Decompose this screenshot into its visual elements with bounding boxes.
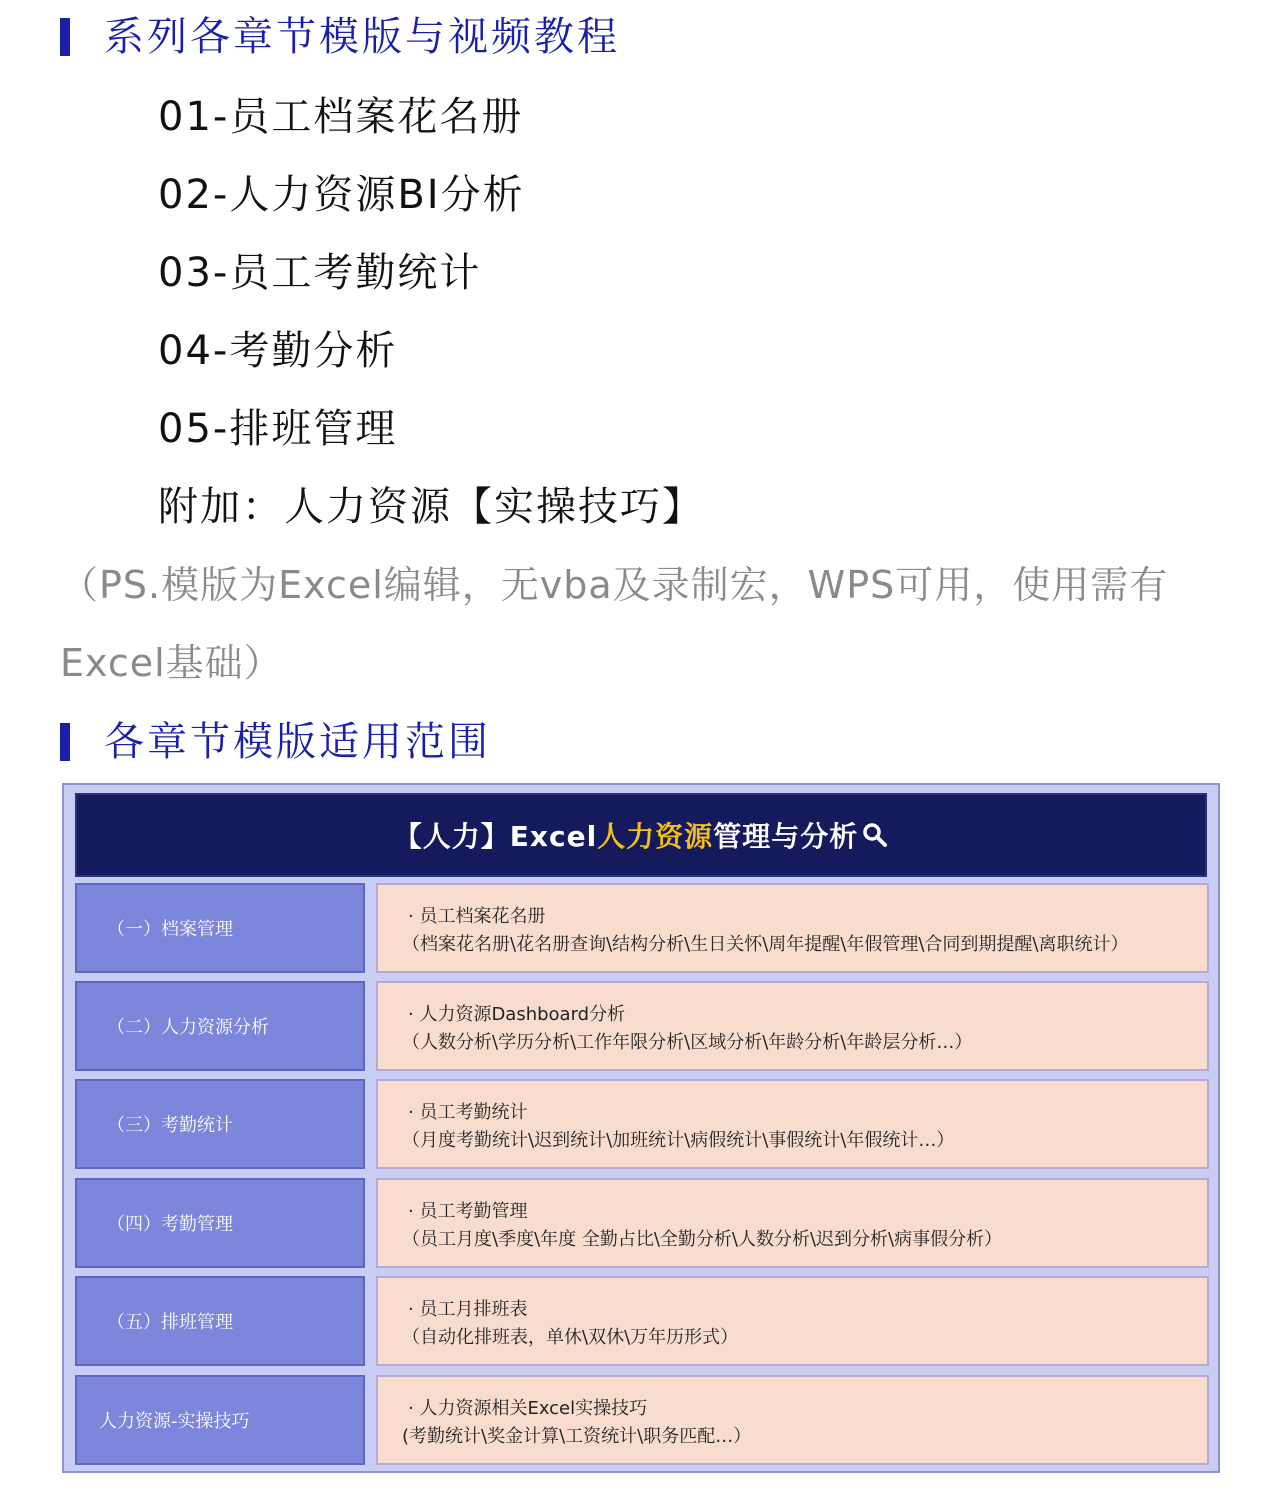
- row-label: （一）档案管理: [75, 883, 365, 973]
- row-details: （月度考勤统计\迟到统计\加班统计\病假统计\事假统计\年假统计…）: [402, 1130, 955, 1151]
- row-details: （档案花名册\花名册查询\结构分析\生日关怀\周年提醒\年假管理\合同到期提醒\离职统计）: [402, 934, 1129, 955]
- row-label: （五）排班管理: [75, 1276, 365, 1366]
- row-label: 人力资源-实操技巧: [75, 1375, 365, 1465]
- usage-note: （PS.模版为Excel编辑，无vba及录制宏，WPS可用，使用需有Excel基础）: [60, 563, 1169, 685]
- chapter-item: 03-员工考勤统计: [158, 250, 482, 296]
- scope-panel: [62, 783, 1220, 1473]
- section-marker: [60, 18, 70, 56]
- row-title: · 员工考勤管理: [408, 1201, 528, 1222]
- row-title: · 人力资源Dashboard分析: [408, 1004, 626, 1025]
- section-title: 各章节模版适用范围: [104, 719, 491, 765]
- scope-row: [75, 883, 1209, 973]
- row-details: （员工月度\季度\年度 全勤占比\全勤分析\人数分析\迟到分析\病事假分析）: [402, 1229, 1003, 1250]
- scope-row: [75, 1079, 1209, 1169]
- row-title: · 员工月排班表: [408, 1299, 528, 1320]
- scope-row: [75, 1375, 1209, 1465]
- scope-row: [75, 981, 1209, 1071]
- section-title: 系列各章节模版与视频教程: [104, 14, 620, 60]
- search-icon: [862, 822, 888, 848]
- header-text-pre: 【人力】Excel: [393, 820, 598, 853]
- section-marker: [60, 723, 70, 761]
- chapter-item: 附加：人力资源【实操技巧】: [158, 484, 704, 530]
- row-details: (考勤统计\奖金计算\工资统计\职务匹配…）: [402, 1426, 752, 1447]
- row-title: · 人力资源相关Excel实操技巧: [408, 1398, 648, 1419]
- section-heading-scope: [60, 719, 491, 765]
- row-label: （二）人力资源分析: [75, 981, 365, 1071]
- row-title: · 员工档案花名册: [408, 906, 546, 927]
- row-description: [376, 1375, 1209, 1465]
- header-text-post: 管理与分析: [713, 820, 859, 853]
- row-label: （三）考勤统计: [75, 1079, 365, 1169]
- header-text-highlight: 人力资源: [597, 820, 714, 853]
- row-description: [376, 1178, 1209, 1268]
- row-description: [376, 981, 1209, 1071]
- row-description: [376, 1276, 1209, 1366]
- row-label: （四）考勤管理: [75, 1178, 365, 1268]
- row-details: （人数分析\学历分析\工作年限分析\区域分析\年龄分析\年龄层分析…）: [402, 1032, 973, 1053]
- chapter-item: 05-排班管理: [158, 406, 398, 452]
- chapter-item: 04-考勤分析: [158, 328, 398, 374]
- scope-row: [75, 1178, 1209, 1268]
- row-details: （自动化排班表，单休\双休\万年历形式）: [402, 1327, 739, 1348]
- section-heading-tutorials: [60, 14, 620, 60]
- panel-header: [75, 793, 1207, 877]
- chapter-item: 01-员工档案花名册: [158, 94, 524, 140]
- chapter-list: [158, 78, 704, 546]
- scope-row: [75, 1276, 1209, 1366]
- row-description: [376, 883, 1209, 973]
- row-description: [376, 1079, 1209, 1169]
- chapter-item: 02-人力资源BI分析: [158, 172, 525, 218]
- row-title: · 员工考勤统计: [408, 1102, 528, 1123]
